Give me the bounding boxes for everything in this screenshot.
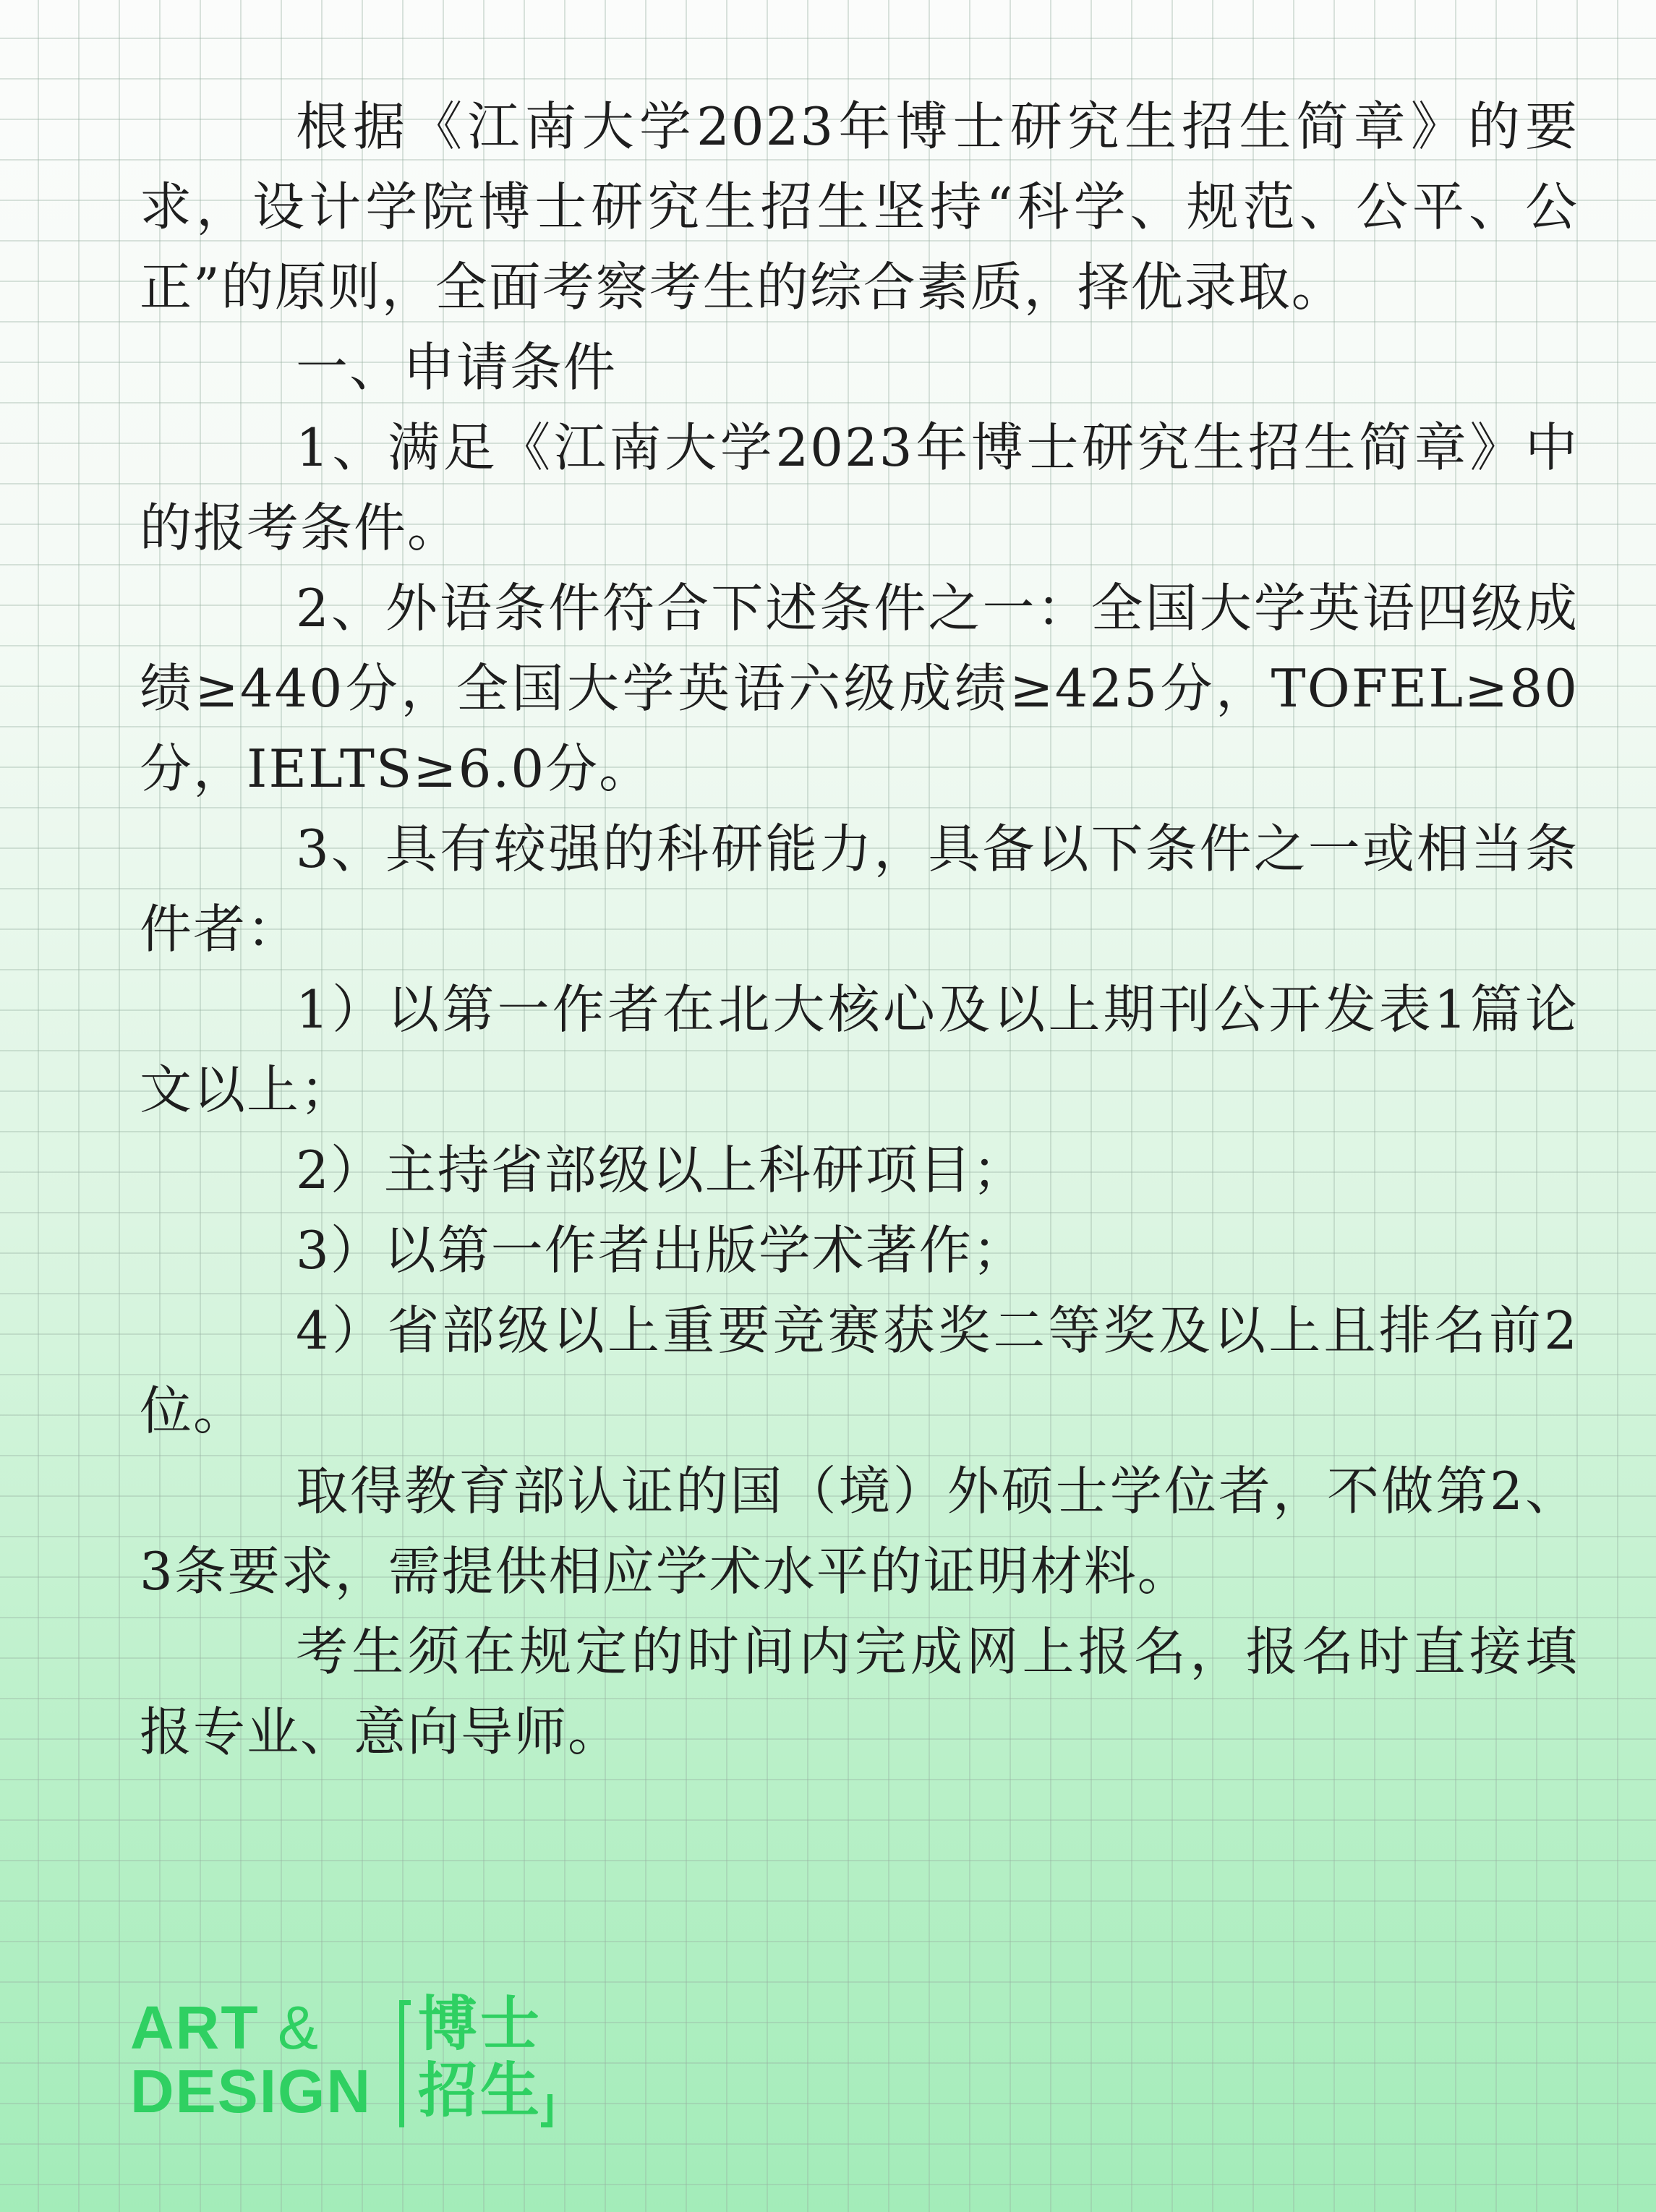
foreign-degree-note: 取得教育部认证的国（境）外硕士学位者，不做第2、3条要求，需提供相应学术水平的证明材料。 bbox=[140, 1461, 1579, 1602]
brand-chinese bbox=[418, 1991, 542, 2125]
corner-bracket-close-icon bbox=[541, 2094, 552, 2127]
intro-paragraph: 根据《江南大学2023年博士研究生招生简章》的要求，设计学院博士研究生招生坚持“科学、规范、公平、公正”的原则，全面考察考生的综合素质，择优录取。 bbox=[140, 96, 1579, 317]
brand-cn-line2: 招生 bbox=[418, 2057, 543, 2125]
brand-ampersand: & bbox=[277, 1994, 320, 2062]
condition-3: 3、具有较强的科研能力，具备以下条件之一或相当条件者： bbox=[140, 819, 1579, 960]
registration-note: 考生须在规定的时间内完成网上报名，报名时直接填报专业、意向导师。 bbox=[140, 1621, 1579, 1762]
corner-bracket-open-icon bbox=[399, 2000, 411, 2127]
brand-word-art: ART bbox=[130, 1994, 260, 2062]
condition-1: 1、满足《江南大学2023年博士研究生招生简章》中的报考条件。 bbox=[140, 417, 1579, 558]
brand-word-design: DESIGN bbox=[130, 2057, 372, 2125]
section-heading: 一、申请条件 bbox=[296, 337, 618, 398]
brand-english bbox=[130, 1996, 372, 2123]
sub-condition-1: 1）以第一作者在北大核心及以上期刊公开发表1篇论文以上； bbox=[140, 979, 1579, 1120]
brand-cn-line1: 博士 bbox=[418, 1990, 543, 2059]
document-body bbox=[140, 87, 1579, 1772]
sub-condition-4: 4）省部级以上重要竞赛获奖二等奖及以上且排名前2位。 bbox=[140, 1300, 1579, 1441]
sub-condition-3: 3）以第一作者出版学术著作； bbox=[296, 1220, 1026, 1281]
brand-logo bbox=[130, 1990, 622, 2140]
condition-2: 2、外语条件符合下述条件之一：全国大学英语四级成绩≥440分，全国大学英语六级成绩≥425分，TOFEL≥80分，IELTS≥6.0分。 bbox=[140, 578, 1579, 799]
sub-condition-2: 2）主持省部级以上科研项目； bbox=[296, 1140, 1026, 1200]
